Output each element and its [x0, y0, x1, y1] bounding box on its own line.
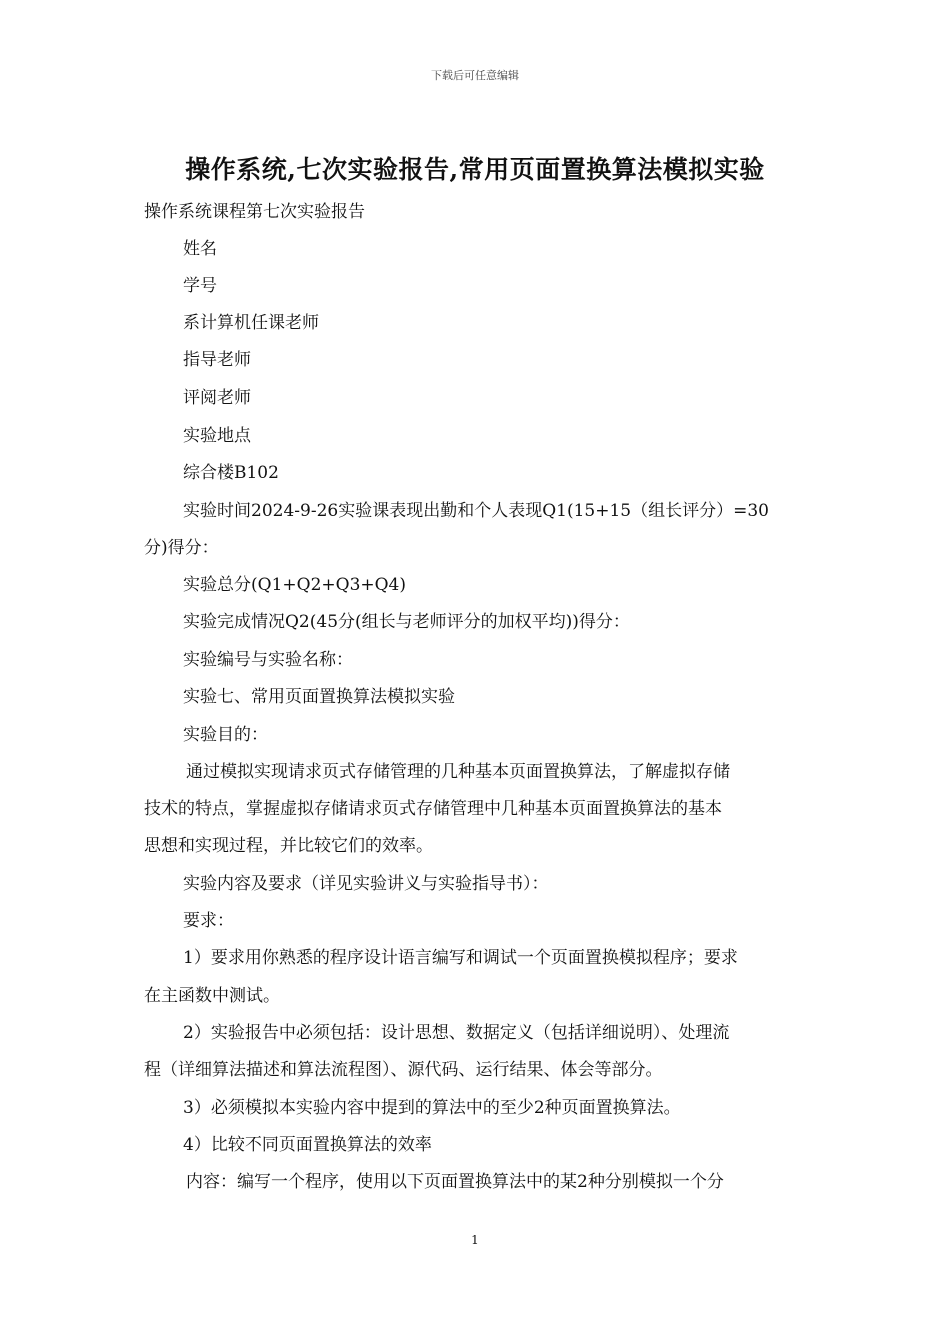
requirement-3: 3）必须模拟本实验内容中提到的算法中的至少2种页面置换算法。: [183, 1098, 681, 1118]
field-advisor: 指导老师: [183, 350, 251, 370]
subtitle: 操作系统课程第七次实验报告: [144, 202, 365, 222]
field-student-id: 学号: [183, 276, 217, 296]
field-name: 姓名: [183, 239, 217, 259]
page-number: 1: [471, 1233, 479, 1247]
field-dept: 系计算机任课老师: [183, 313, 319, 333]
requirement-2-cont: 程（详细算法描述和算法流程图）、源代码、运行结果、体会等部分。: [144, 1060, 663, 1080]
time-line-2: 分)得分：: [144, 538, 219, 558]
document-title: 操作系统,七次实验报告,常用页面置换算法模拟实验: [185, 155, 765, 184]
header-note: 下载后可任意编辑: [431, 69, 519, 82]
content-label: 实验内容及要求（详见实验讲义与实验指导书）：: [183, 874, 549, 894]
field-location: 综合楼B102: [183, 463, 279, 483]
requirements-label: 要求：: [183, 911, 234, 931]
experiment-name: 实验七、常用页面置换算法模拟实验: [183, 687, 455, 707]
number-name-label: 实验编号与实验名称：: [183, 650, 353, 670]
requirement-4: 4）比较不同页面置换算法的效率: [183, 1135, 432, 1155]
content-line: 内容：编写一个程序，使用以下页面置换算法中的某2种分别模拟一个分: [186, 1172, 724, 1192]
field-reviewer: 评阅老师: [183, 388, 251, 408]
requirement-1-cont: 在主函数中测试。: [144, 986, 280, 1006]
purpose-line: 思想和实现过程，并比较它们的效率。: [144, 836, 433, 856]
field-location-label: 实验地点: [183, 426, 251, 446]
requirement-2: 2）实验报告中必须包括：设计思想、数据定义（包括详细说明）、处理流: [183, 1023, 730, 1043]
total-score: 实验总分(Q1+Q2+Q3+Q4): [183, 575, 407, 595]
purpose-line: 技术的特点，掌握虚拟存储请求页式存储管理中几种基本页面置换算法的基本: [144, 799, 722, 819]
completion-score: 实验完成情况Q2(45分(组长与老师评分的加权平均))得分：: [183, 612, 630, 632]
purpose-label: 实验目的：: [183, 725, 268, 745]
time-line-1: 实验时间2024-9-26实验课表现出勤和个人表现Q1(15+15（组长评分）=30: [183, 501, 769, 521]
purpose-line: 通过模拟实现请求页式存储管理的几种基本页面置换算法，了解虚拟存储: [186, 762, 730, 782]
requirement-1: 1）要求用你熟悉的程序设计语言编写和调试一个页面置换模拟程序；要求: [183, 948, 738, 968]
